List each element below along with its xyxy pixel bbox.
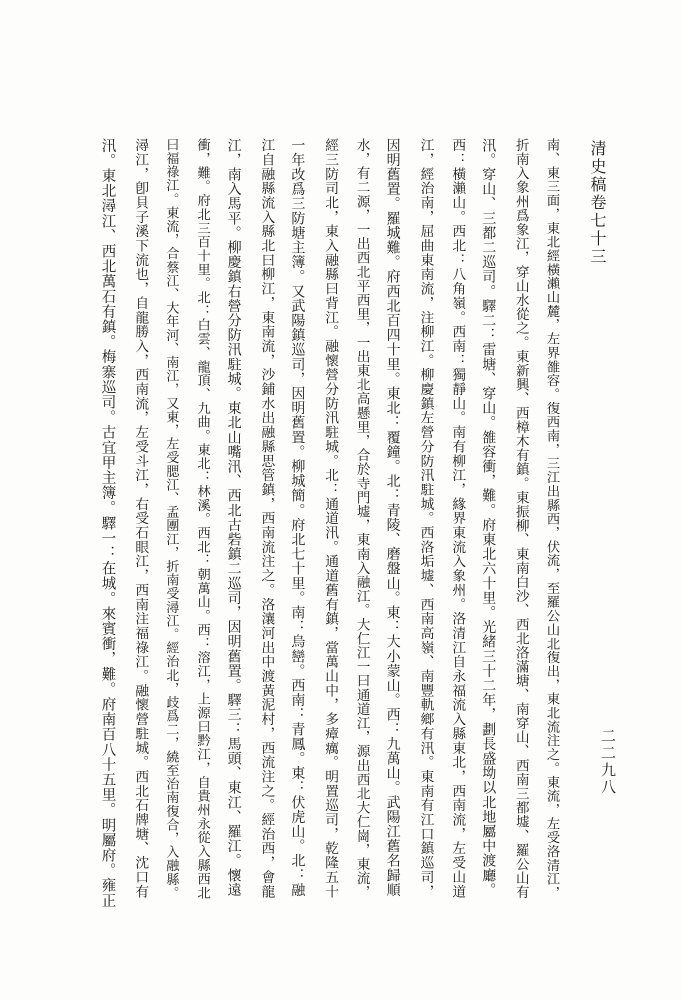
text-column: 經三防司北，東入融縣曰背江。融懷營分防汛駐城。北：通道汛。通道舊有鎮，當萬山中，多瘴癘。明置巡司，乾隆五十 [322, 138, 339, 899]
text-column: 西：橫瀨山。西北：八角嶺。西南：獨靜山。南有柳江，緣界東流入象州。洛清江自永福流入縣東北，西南流，左受山道 [449, 138, 466, 899]
text-column: 水，有二源，一出西北平西里，一出東北高懸里，合於寺門墟，東南入融江。大仁江一曰通道江，源出西北大仁崗，東流， [353, 138, 370, 900]
text-column: 折南入象州爲象江，穿山水從之。東新興、西樟木有鎮。東振柳、東南白沙、西北洛滿塘、南穿山、西南三都墟、羅公山有 [512, 138, 529, 900]
text-column: 因明舊置。羅城難。府西北百四十里。東北：覆鐘。北：青陵、磨盤山。東：大小蒙山。西：九萬山。武陽江舊名歸順 [384, 138, 401, 898]
text-column: 一年改爲三防塘主簿。又武陽鎮巡司，因明舊置。柳城簡。府北七十里。南：烏巒。西南：青鳳。東：伏虎山。北：融 [289, 138, 306, 898]
text-column: 潯江，卽貝子溪下流也，自龍勝入，西南流，左受斗江，右受石眼江，西南注福祿江。融懷營駐城。西北石牌塘、沈口有 [132, 138, 149, 899]
text-column: 南、東三面，東北經橫瀨山麓，左界雒容。復西南，三江出縣西，伏流，至羅公山北復出，東北流注之。東流，左受洛清江， [544, 138, 559, 900]
text-column: 江，南入馬平。柳慶鎮右營分防汛駐城。東北山嘴汛、西北古砦鎮二巡司，因明舊置。驛三：馬頭、東江、羅江。懷遠 [225, 138, 242, 898]
text-column: 汛。東北潯江、西北萬石有鎮。梅寨巡司。古宜甲主簿。驛一：在城。來賓衝，難。府南百八十五里。明屬府。雍正 [99, 138, 116, 909]
text-column: 衝，難。府北三百十里。北：白雲、龍頂、九曲。東北：林溪。西北：朝萬山。西：溶江，上源曰黔江，自貴州永從入縣西北 [194, 138, 210, 900]
text-column: 曰福祿江。東流，合蔡江、大年河、南江，又東，左受腮江、孟團江，折南受潯江。經治北，歧爲二，繞至治南復合，入融縣。 [163, 138, 179, 900]
text-column: 江自融縣流入縣北曰柳江，東南流，沙鋪水出融縣思管鎮，西南流注之。洛瀼河出中渡黃泥村，西流注之。經治西，會龍 [258, 138, 275, 899]
page-number: 二二九八 [599, 728, 617, 796]
text-column: 汛。穿山、三都二巡司。驛二：雷塘、穿山。雒容衝，難。府東北六十里。光緒三十二年，劃長盛坳以北地屬中渡廳。 [480, 138, 497, 898]
text-body [100, 138, 558, 908]
running-title: 清史稿卷七十三 [588, 140, 607, 266]
text-column: 江，經治南，屈曲東南流，注柳江。柳慶鎮左營分防汛駐城。西洛垢墟、西南高嶺、南豐軌鄉有汛。東南有江口鎮巡司， [417, 138, 434, 899]
